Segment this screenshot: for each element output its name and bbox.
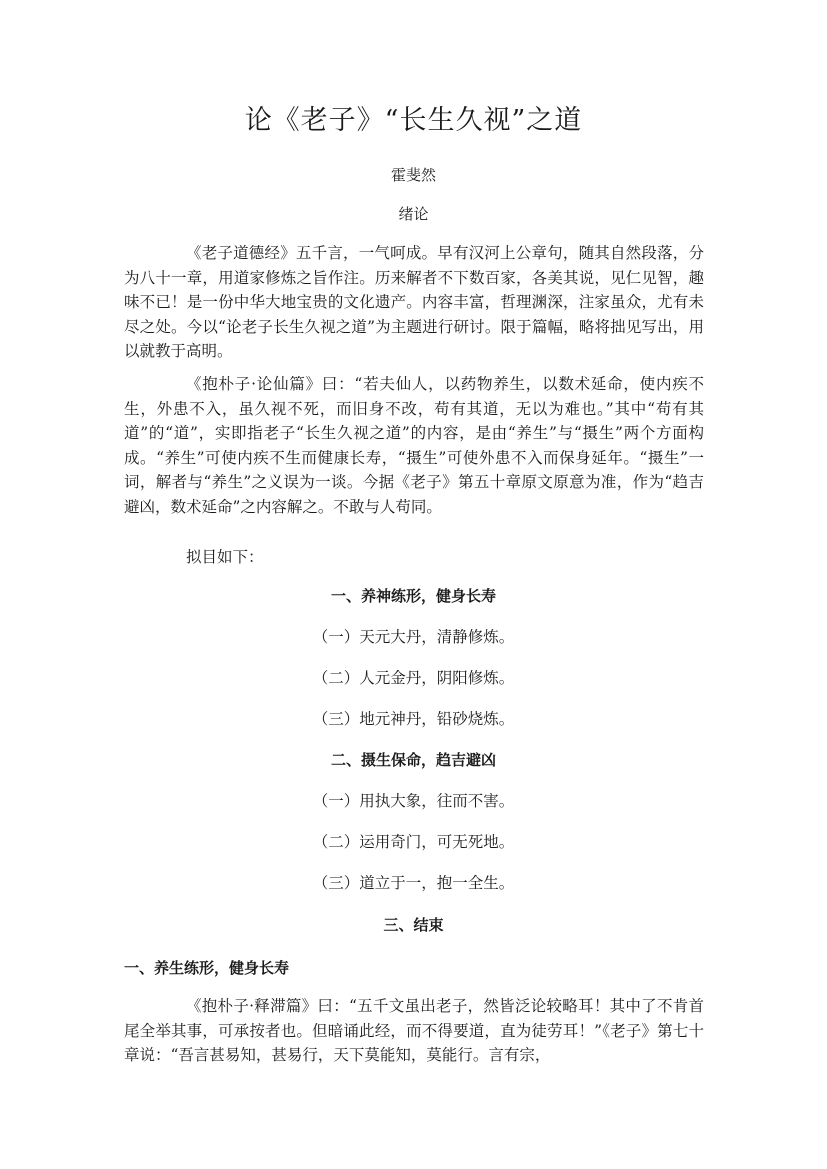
outline-label: 拟目如下： [186, 548, 264, 566]
outline-item: （一）天元大丹，清静修炼。 [312, 628, 515, 646]
document-title: 论《老子》“长生久视”之道 [244, 105, 583, 136]
body-section-heading: 一、养生练形，健身长寿 [124, 959, 290, 977]
outline-section-2-heading: 二、摄生保命，趋吉避凶 [330, 751, 496, 769]
intro-paragraph-2: 《抱朴子·论仙篇》曰：“若夫仙人，以药物养生，以数术延命，使内疾不生，外患不入，虽久视不死，而旧身不改，苟有其道，无以为难也。”其中“苟有其道”的“道”，实即指老子“长生久视之道”的内容，是由“养生”与“摄生”两个方面构成。“养生”可使内疾不生而健康长寿，“摄生”可使外患不入而保身延年。“摄生”一词，解者与“养生”之义误为一谈。今据《老子》第五十章原文原意为准，作为“趋吉避凶，数术延命”之内容解之。不敢与人苟同。 [124, 375, 704, 516]
outline-section-1-heading: 一、养神练形，健身长寿 [330, 587, 496, 605]
author-name: 霍斐然 [390, 166, 436, 184]
outline-item: （三）道立于一，抱一全生。 [312, 874, 515, 892]
outline-item: （三）地元神丹，铅砂烧炼。 [312, 710, 515, 728]
intro-heading: 绪论 [398, 205, 429, 223]
intro-paragraph-1: 《老子道德经》五千言，一气呵成。早有汉河上公章句，随其自然段落，分为八十一章，用道家修炼之旨作注。历来解者不下数百家，各美其说，见仁见智，趣味不已！是一份中华大地宝贵的文化遗产。内容丰富，哲理渊深，注家虽众，尤有未尽之处。今以“论老子长生久视之道”为主题进行研讨。限于篇幅，略将拙见写出，用以就教于高明。 [124, 244, 704, 360]
outline-item: （一）用执大象，往而不害。 [312, 792, 515, 810]
outline-item: （二）运用奇门，可无死地。 [312, 833, 515, 851]
body-paragraph: 《抱朴子·释滞篇》曰：“五千文虽出老子，然皆泛论较略耳！其中了不肯首尾全举其事，可承按者也。但暗诵此经，而不得要道，直为徒劳耳！”《老子》第七十章说：“吾言甚易知，甚易行，天下莫能知，莫能行。言有宗， [124, 997, 704, 1064]
outline-item: （二）人元金丹，阴阳修炼。 [312, 669, 515, 687]
outline-section-3-heading: 三、结束 [383, 916, 444, 934]
